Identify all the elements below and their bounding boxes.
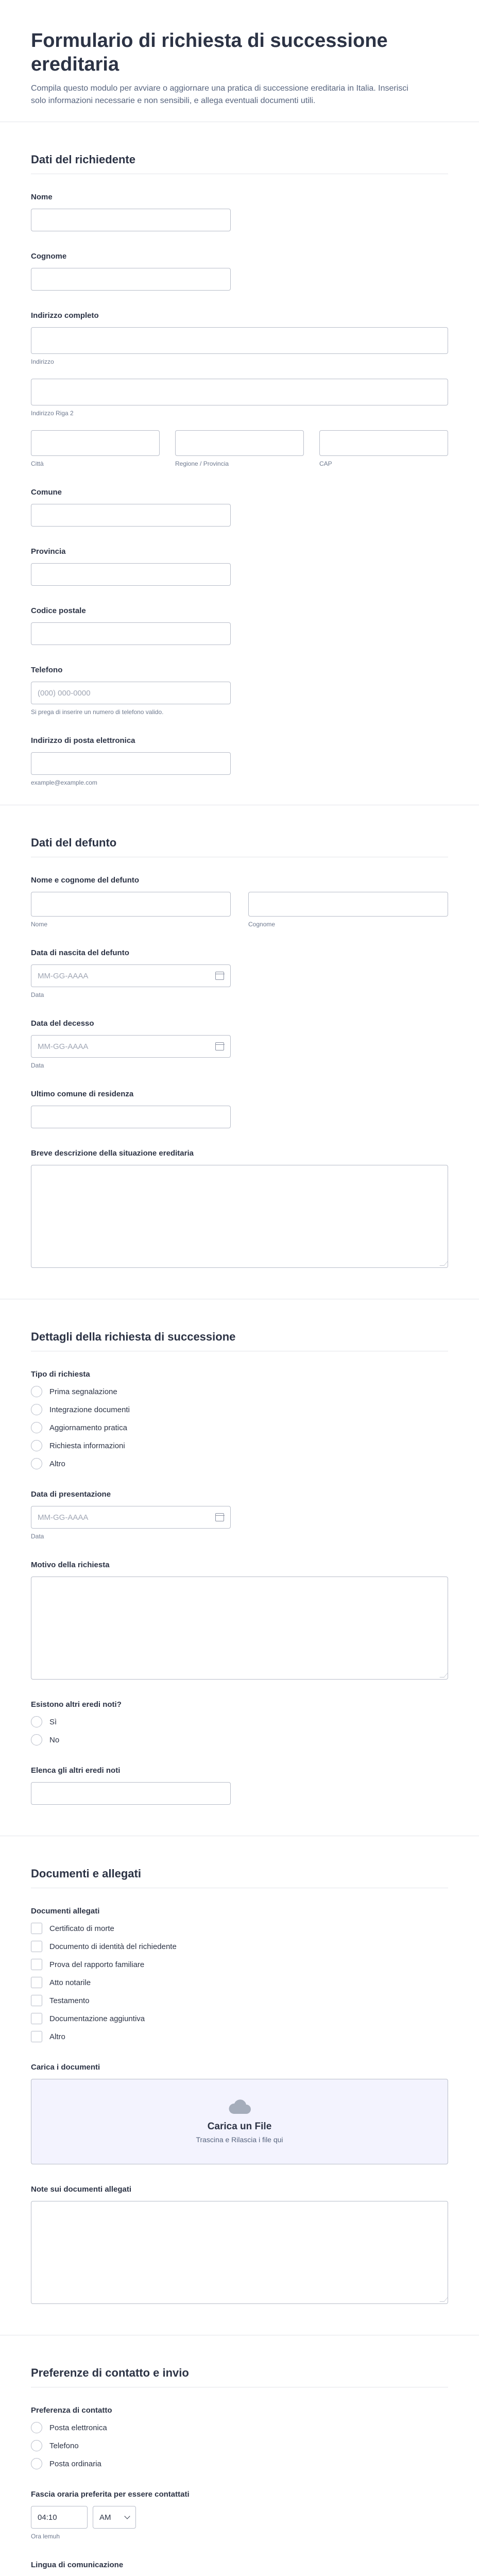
data-nascita-input[interactable] [31,964,231,987]
checkbox-option[interactable] [31,1941,448,1952]
radio-option[interactable] [31,2440,448,2451]
sub-label: Indirizzo [31,358,54,365]
option-label: Certificato di morte [49,1924,114,1933]
checkbox[interactable] [31,2031,42,2042]
field-data-nascita [31,948,448,998]
upload-title: Carica un File [207,2121,272,2132]
section-title: Documenti e allegati [31,1867,448,1888]
field-fascia-oraria [31,2490,448,2540]
checkbox-option[interactable] [31,1959,448,1970]
option-label: No [49,1735,60,1744]
checkbox[interactable] [31,1923,42,1934]
option-label: Altro [49,2032,65,2041]
sub-label: Nome [31,921,48,928]
field-label: Comune [31,488,62,497]
option-label: Integrazione documenti [49,1405,130,1414]
descrizione-textarea[interactable] [31,1165,448,1268]
field-label: Carica i documenti [31,2063,100,2072]
option-label: Atto notarile [49,1978,91,1987]
field-motivo [31,1561,448,1680]
field-label: Motivo della richiesta [31,1561,110,1569]
sub-label: Ora lemuh [31,2533,60,2540]
option-label: Sì [49,1717,57,1726]
regione-input[interactable] [175,430,304,456]
radio-option[interactable] [31,1404,448,1415]
sub-label: Data [31,991,44,998]
field-carica-documenti [31,2063,448,2164]
option-label: Telefono [49,2441,79,2450]
field-label: Data del decesso [31,1019,94,1028]
field-label: Codice postale [31,606,86,615]
cap-input[interactable] [319,430,448,456]
field-label: Indirizzo completo [31,311,99,320]
elenco-eredi-input[interactable] [31,1782,231,1805]
radio-option[interactable] [31,1440,448,1451]
provincia-input[interactable] [31,563,231,586]
option-label: Testamento [49,1996,90,2005]
option-label: Posta elettronica [49,2423,107,2432]
sub-label: Cognome [248,921,276,928]
radio-button[interactable] [31,1716,42,1727]
field-label: Data di presentazione [31,1490,111,1499]
cloud-upload-icon [228,2099,251,2115]
checkbox-option[interactable] [31,1923,448,1934]
calendar-icon[interactable] [215,972,224,980]
calendar-icon[interactable] [215,1042,224,1050]
field-label: Ultimo comune di residenza [31,1090,134,1098]
sub-label: Data [31,1533,44,1540]
radio-option[interactable] [31,1386,448,1397]
form-title: Formulario di richiesta di successione ereditaria [31,30,388,75]
section-deceased [0,805,479,1268]
telefono-input[interactable] [31,682,231,704]
checkbox[interactable] [31,1977,42,1988]
field-codice-postale [31,606,448,645]
placeholder: MM-GG-AAAA [38,1042,89,1051]
checkbox-option[interactable] [31,2031,448,2042]
radio-button[interactable] [31,1386,42,1397]
sub-label: Regione / Provincia [175,460,229,467]
indirizzo2-input[interactable] [31,379,448,405]
sub-label: example@example.com [31,779,97,786]
radio-option[interactable] [31,1716,448,1727]
option-label: Posta ordinaria [49,2459,101,2468]
option-label: Documento di identità del richiedente [49,1942,177,1951]
field-label: Fascia oraria preferita per essere contattati [31,2490,190,2499]
checkbox-option[interactable] [31,2013,448,2024]
radio-button[interactable] [31,2422,42,2433]
radio-option[interactable] [31,1458,448,1469]
field-email [31,736,448,786]
field-label: Nome e cognome del defunto [31,876,140,885]
indirizzo-input[interactable] [31,327,448,354]
ampm-select[interactable] [93,2506,136,2529]
section-title: Dati del defunto [31,836,448,857]
section-applicant [0,122,479,786]
form-header [0,0,479,122]
radio-option[interactable] [31,2422,448,2433]
field-label: Data di nascita del defunto [31,948,129,957]
file-upload-dropzone[interactable] [31,2079,448,2164]
data-presentazione-input[interactable] [31,1506,231,1529]
checkbox-option[interactable] [31,1995,448,2006]
option-label: Richiesta informazioni [49,1441,125,1450]
section-title: Dettagli della richiesta di successione [31,1330,448,1351]
radio-button[interactable] [31,1734,42,1745]
sub-label: CAP [319,460,332,467]
option-label: Altro [49,1459,65,1468]
radio-button[interactable] [31,2458,42,2469]
field-telefono [31,666,448,716]
placeholder: (000) 000-0000 [38,688,91,698]
checkbox[interactable] [31,1959,42,1970]
section-request [0,1299,479,1805]
field-data-decesso [31,1019,448,1069]
calendar-icon[interactable] [215,1513,224,1521]
field-indirizzo [31,311,448,467]
codice-postale-input[interactable] [31,622,231,645]
placeholder: MM-GG-AAAA [38,1513,89,1522]
field-nome-cognome-defunto [31,876,448,928]
field-label: Breve descrizione della situazione ereditaria [31,1149,194,1158]
field-cognome [31,252,448,291]
field-preferenza-contatto [31,2406,448,2469]
field-residenza [31,1090,448,1128]
radio-option[interactable] [31,1422,448,1433]
time-value: 04:10 [38,2513,57,2522]
field-comune [31,488,448,527]
email-input[interactable] [31,752,231,775]
section-contact [0,2335,479,2576]
field-label: Provincia [31,547,66,556]
field-label: Documenti allegati [31,1907,100,1916]
defunto-nome-input[interactable] [31,892,231,917]
checkbox[interactable] [31,2013,42,2024]
radio-button[interactable] [31,1458,42,1469]
sub-label: Città [31,460,44,467]
nome-input[interactable] [31,209,231,231]
cognome-input[interactable] [31,268,231,291]
note-textarea[interactable] [31,2201,448,2304]
radio-button[interactable] [31,1422,42,1433]
field-descrizione [31,1149,448,1268]
section-title: Dati del richiedente [31,153,448,174]
radio-option[interactable] [31,1734,448,1745]
sub-label: Indirizzo Riga 2 [31,410,74,417]
field-label: Tipo di richiesta [31,1370,90,1379]
field-eredi [31,1700,448,1745]
comune-input[interactable] [31,504,231,527]
checkbox[interactable] [31,1995,42,2006]
field-elenco-eredi [31,1766,448,1805]
motivo-textarea[interactable] [31,1577,448,1680]
field-label: Nome [31,193,53,201]
field-tipo-richiesta [31,1370,448,1469]
field-label: Preferenza di contatto [31,2406,112,2415]
form-description: Compila questo modulo per avviare o aggiornare una pratica di successione ereditaria in Italia. Inserisci solo informazioni necessarie e non sensibili, e allega eventuali documenti utili. [31,84,408,105]
option-label: Prima segnalazione [49,1387,117,1396]
residenza-input[interactable] [31,1106,231,1128]
option-label: Prova del rapporto familiare [49,1960,145,1969]
option-label: Aggiornamento pratica [49,1423,127,1432]
field-provincia [31,547,448,586]
upload-subtitle: Trascina e Rilascia i file qui [196,2136,283,2144]
checkbox[interactable] [31,1941,42,1952]
field-label: Note sui documenti allegati [31,2185,132,2194]
field-data-presentazione [31,1490,448,1540]
radio-button[interactable] [31,2440,42,2451]
field-lingua [31,2561,448,2576]
citta-input[interactable] [31,430,160,456]
field-label: Elenca gli altri eredi noti [31,1766,121,1775]
radio-button[interactable] [31,1404,42,1415]
data-decesso-input[interactable] [31,1035,231,1058]
checkbox-option[interactable] [31,1977,448,1988]
field-documenti-allegati [31,1907,448,2042]
section-documents [0,1836,479,2304]
radio-option[interactable] [31,2458,448,2469]
field-label: Lingua di comunicazione [31,2561,124,2569]
placeholder: MM-GG-AAAA [38,971,89,980]
field-nome [31,193,448,231]
field-label: Indirizzo di posta elettronica [31,736,135,745]
radio-button[interactable] [31,1440,42,1451]
time-input[interactable] [31,2506,88,2529]
ampm-value: AM [99,2513,111,2522]
section-title: Preferenze di contatto e invio [31,2366,448,2387]
defunto-cognome-input[interactable] [248,892,448,917]
field-note-documenti [31,2185,448,2304]
option-label: Documentazione aggiuntiva [49,2014,145,2023]
sub-label: Si prega di inserire un numero di telefono valido. [31,708,164,716]
sub-label: Data [31,1062,44,1069]
field-label: Cognome [31,252,67,261]
field-label: Telefono [31,666,63,674]
chevron-down-icon [124,2513,130,2519]
field-label: Esistono altri eredi noti? [31,1700,122,1709]
